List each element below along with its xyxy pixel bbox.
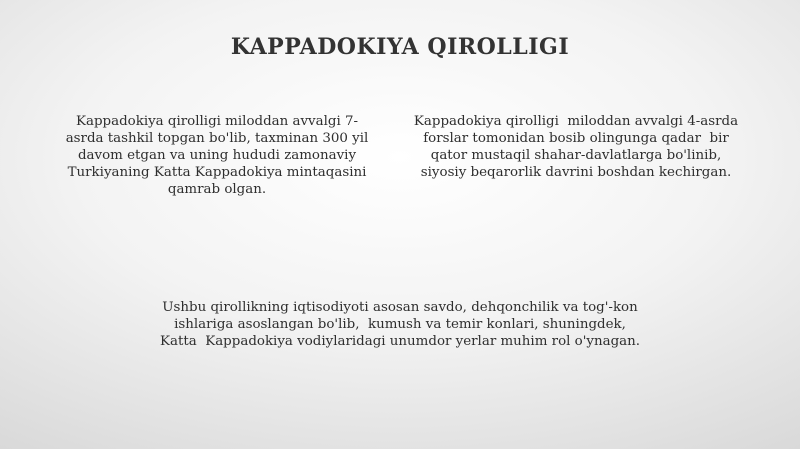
text-line: ishlariga asoslangan bo'lib, kumush va temir konlari, shuningdek, (174, 317, 626, 332)
left-text-block (46, 113, 388, 198)
slide-title: KAPPADOKIYA QIROLLIGI (230, 34, 570, 60)
text-line: siyosiy beqarorlik davrini boshdan kechirgan. (420, 165, 732, 180)
text-line: davom etgan va uning hududi zamonaviy (77, 148, 357, 163)
text-line: Katta Kappadokiya vodiylaridagi unumdor yerlar muhim rol o'ynagan. (159, 334, 641, 349)
text-line: Turkiyaning Katta Kappadokiya mintaqasini (67, 165, 367, 180)
text-line: forslar tomonidan bosib olingunga qadar bir (423, 131, 729, 146)
text-line: qamrab olgan. (167, 182, 267, 197)
right-text-block (397, 113, 755, 181)
text-line: qator mustaqil shahar-davlatlarga bo'linib, (430, 148, 722, 163)
text-line: Kappadokiya qirolligi miloddan avvalgi 7- (75, 114, 359, 129)
text-line: Kappadokiya qirolligi miloddan avvalgi 4-asrda (413, 114, 739, 129)
text-line: asrda tashkil topgan bo'lib, taxminan 300 yil (65, 131, 369, 146)
text-line: Ushbu qirollikning iqtisodiyoti asosan savdo, dehqonchilik va tog'-kon (162, 300, 638, 315)
bottom-text-block (100, 299, 700, 350)
